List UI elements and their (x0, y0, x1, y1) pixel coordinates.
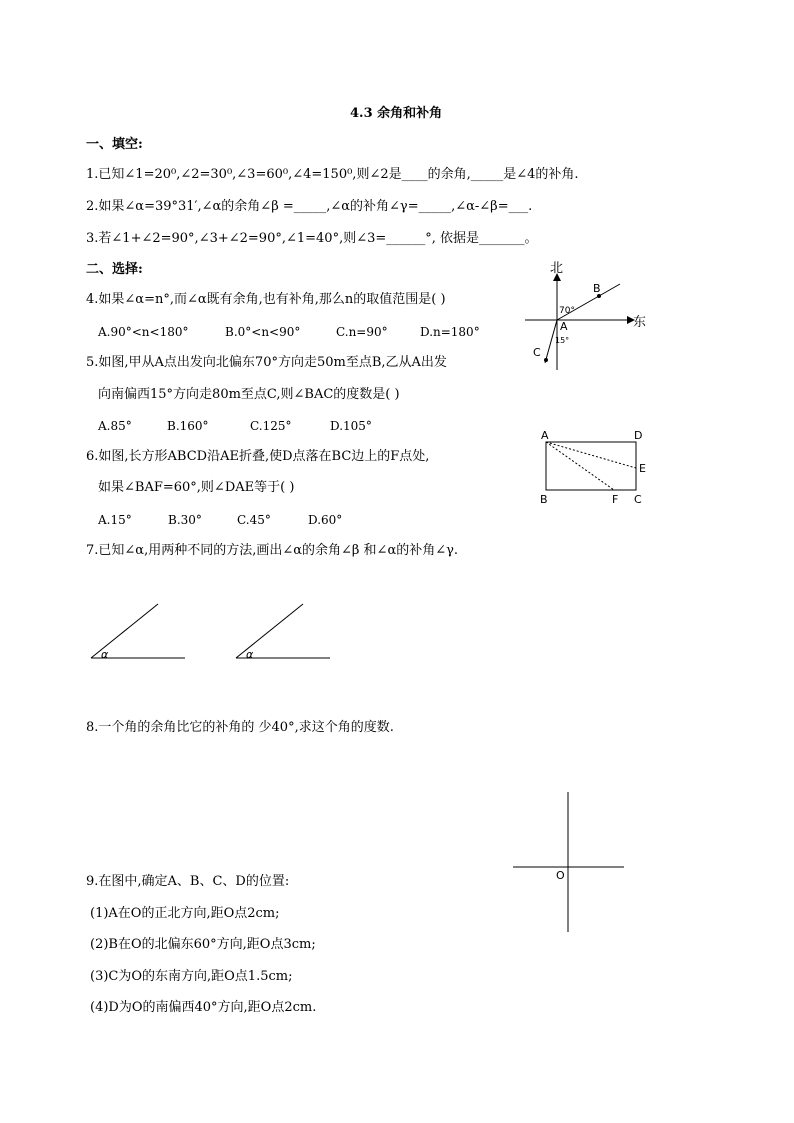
label-b: B (540, 493, 548, 506)
label-c: C (533, 346, 541, 359)
q6-option-c: C.45° (237, 513, 271, 527)
section-fill-in: 一、填空: (86, 137, 143, 152)
page-title: 4.3 余角和补角 (350, 106, 443, 121)
q4-option-a: A.90°<n<180° (98, 325, 189, 339)
question-5-line2: 向南偏西15°方向走80m至点C,则∠BAC的度数是( ) (98, 387, 400, 402)
q5-option-d: D.105° (330, 419, 372, 433)
question-9: 9.在图中,确定A、B、C、D的位置: (86, 874, 290, 889)
label-d: D (634, 429, 643, 442)
label-c: C (634, 493, 642, 506)
north-label: 北 (550, 261, 564, 276)
origin-label: O (556, 869, 565, 882)
q4-option-c: C.n=90° (336, 325, 388, 339)
q9-item-3: (3)C为O的东南方向,距O点1.5cm; (90, 969, 293, 984)
question-8: 8.一个角的余角比它的补角的 少40°,求这个角的度数. (86, 720, 394, 735)
fold-line-ae (546, 442, 636, 468)
q9-item-4: (4)D为O的南偏西40°方向,距O点2cm. (90, 1000, 317, 1015)
angle-label: α (246, 648, 254, 661)
q5-option-a: A.85° (98, 419, 132, 433)
angle-alpha-figure-2 (231, 600, 341, 665)
q5-option-b: B.160° (167, 419, 209, 433)
q9-item-2: (2)B在O的北偏东60°方向,距O点3cm; (90, 937, 316, 952)
q6-option-b: B.30° (168, 513, 202, 527)
question-2: 2.如果∠α=39°31′,∠α的余角∠β =_____,∠α的补角∠γ=_____,∠α-∠β=___. (86, 199, 533, 214)
q4-option-d: D.n=180° (420, 325, 480, 339)
angle-15-label: 15° (555, 336, 570, 345)
rectangle-fold-figure (535, 425, 655, 510)
label-b: B (593, 282, 601, 295)
question-7: 7.已知∠α,用两种不同的方法,画出∠α的余角∠β 和∠α的补角∠γ. (86, 543, 459, 558)
label-f: F (612, 493, 619, 506)
angle-label: α (101, 648, 109, 661)
q4-option-b: B.0°<n<90° (225, 325, 301, 339)
angle-70-label: 70° (559, 306, 575, 316)
question-6-line1: 6.如图,长方形ABCD沿AE折叠,使D点落在BC边上的F点处, (86, 449, 430, 464)
q6-option-a: A.15° (98, 513, 132, 527)
east-label: 东 (633, 315, 647, 330)
coordinate-cross-figure (510, 790, 630, 935)
label-e: E (639, 462, 646, 475)
q9-item-1: (1)A在O的正北方向,距O点2cm; (90, 906, 280, 921)
compass-direction-figure (515, 255, 655, 375)
label-a: A (541, 429, 549, 442)
label-a: A (560, 320, 568, 333)
angle-alpha-figure-1 (86, 600, 196, 665)
line-af (546, 442, 614, 490)
point-c (544, 358, 548, 362)
q6-option-d: D.60° (308, 513, 343, 527)
question-4: 4.如果∠α=n°,而∠α既有余角,也有补角,那么n的取值范围是( ) (86, 292, 446, 307)
section-choice: 二、选择: (86, 262, 143, 277)
question-3: 3.若∠1+∠2=90°,∠3+∠2=90°,∠1=40°,则∠3=______°, 依据是_______。 (86, 231, 538, 246)
question-1: 1.已知∠1=20⁰,∠2=30⁰,∠3=60⁰,∠4=150⁰,则∠2是____的余角,_____是∠4的补角. (86, 167, 579, 182)
q5-option-c: C.125° (250, 419, 292, 433)
question-6-line2: 如果∠BAF=60°,则∠DAE等于( ) (98, 480, 295, 495)
rectangle-abcd (546, 442, 636, 490)
question-5-line1: 5.如图,甲从A点出发向北偏东70°方向走50m至点B,乙从A出发 (86, 355, 447, 370)
